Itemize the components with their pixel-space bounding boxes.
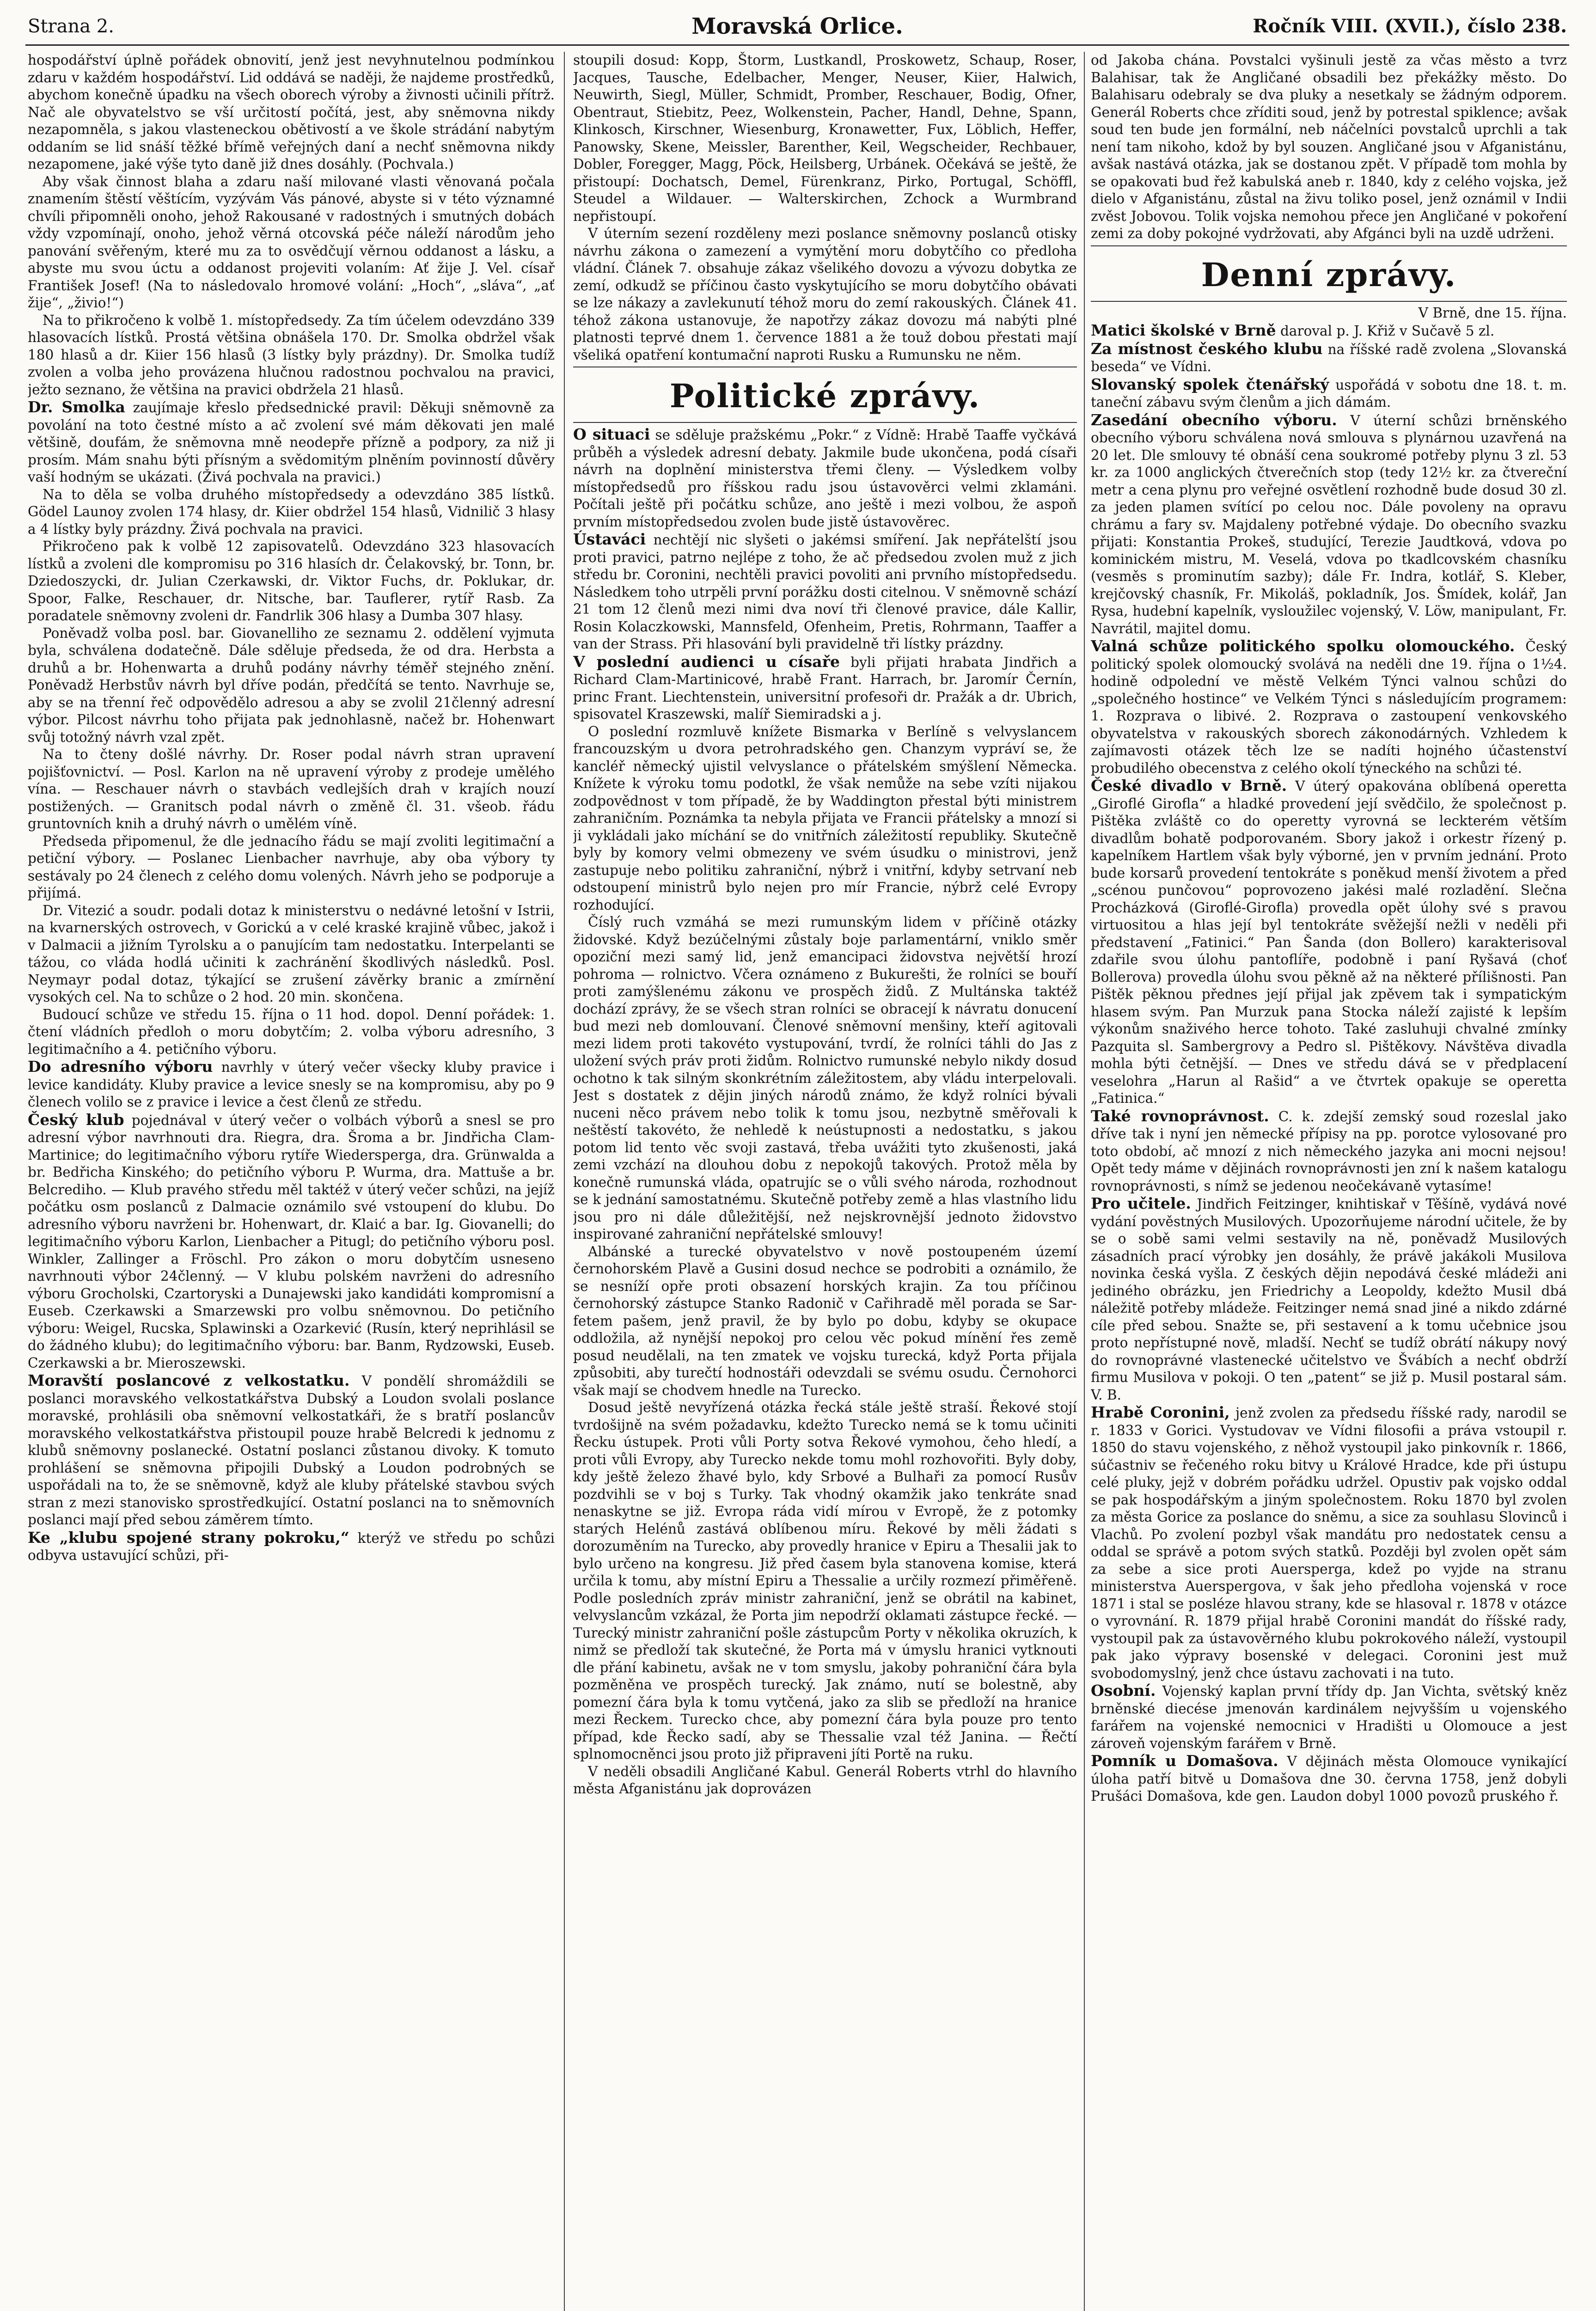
article-text: Číslý ruch vzmáhá se mezi rumunským lidem v příčině otázky židovské. Když bezúčelnými zůstaly boje parlamentární, vniklo směr opoziční mezi samý lid, jenž emancipaci židovstva největší hrozí pohroma — rolnictvo. Včera oznámeno z Bukurešti, že rolníci se bouří proti zamýšlenému zákonu ve prospěch židů. Z Multánska taktéž dochází zprávy, že se všech stran rolníci se obracejí k návratu donucení bud mezi neb domlouvaní. Členové sněmovní menšiny, kteří agitovali mezi lidem proti takovéto vystupování, tvrdí, že rolníci táhli do Jas z uložení svých práv proti židům. Rolnictvo rumunské nebylo nikdy dosud ochotno k tak silným skonkrétním záležitostem, aby vládu interpelovali. Jest s dostatek z dějin jiných národů známo, že když rolníci bývali nuceni něco právem nebo tolik k tomu jsou, nezbytně směřovali k neštěstí takovéto, že nehledě k neústupnosti a nedostatku, s jakou potom lid tento věc svoji zastavá, třeba uvážiti tyto zkušenosti, jaká zemi vzchází na dlouhou dobu z nepokojů takových. Protož měla by konečně rumunská vláda, opatrujíc se o vůli svého národa, rozhodnout se k jednání samostatnému. Skutečně potřeby země a hlas vlastního lidu jsou pro ni dále důležitější, než nejskrovnější jednoto židovstvo inspirované zahraniční nepřátelské smlouvy! [573, 914, 1077, 1242]
article-paragraph [1091, 52, 1567, 243]
article-headline: Do adresního výboru [28, 1058, 213, 1076]
article-text: byli přijati hrabata Jindřich a Richard Clam-Martinicové, hrabě Frant. Harrach, br. Jaromír Černín, princ Frant. Liechtenstein, universitní profesoři dr. Pražák a dr. Ubrich, spisovatel Kraszewski, malíř Siemiradski a j. [573, 654, 1077, 722]
article-paragraph [573, 1399, 1077, 1763]
article-paragraph [1091, 637, 1567, 777]
section-rule [1091, 245, 1567, 246]
article-headline: Dr. Smolka [28, 398, 125, 416]
article-text: od Jakoba chána. Povstalci vyšinuli jestě za včas město a tvrz Balahisar, tak že Angličané obsadili bez překážky město. Do Balahisaru odebraly se dva pluky a nesetkaly se žádným odporem. Generál Roberts chce zříditi soud, jenž by potrestal spiklence; avšak soud ten bude jen formální, neb náčelníci povstalců uprchli a tak není tam nikoho, kdož by byl souzen. Angličané jsou v Afganistánu, avšak nastává otázka, jak se dostanou zpět. V případě tom mohla by se opakovati bud řež kabulská aneb r. 1840, kdy z celého vojska, jež dielo v Afganistánu, zůstal na živu toliko posel, jenž oznámil v Indii zvěst Jobovou. Tolik vojska nemohou přece jen Angličané v pokoření zemi za doby pokojné vydržovati, aby Afgánci byli na uzdě udrženi. [1091, 52, 1567, 241]
article-text: Přikročeno pak k volbě 12 zapisovatelů. Odevzdáno 323 hlasovacích lístků a zvoleni dle kompromisu po 316 hlasích dr. Čelakovský, br. Tonn, br. Dziedoszycki, dr. Julian Czerkawski, dr. Viktor Fuchs, dr. Poklukar, dr. Spoor, Falke, Reschauer, dr. Nitsche, bar. Tauflerer, rytíř Rasb. Za poradatele sněmovny zvoleni dr. Fandrlik 306 hlasy a Dumba 307 hlasy. [28, 538, 555, 624]
article-text: hospodářství úplně pořádek obnovití, jenž jest nevyhnutelnou podmínkou zdaru v každém hospodářství. Lid oddává se naději, že najdeme prostředků, abychom konečně úpadku na všech oborech výroby a živnosti učinili přítrž. Nač ale obyvatelstvo se vší určitostí počítá, jest, aby sněmovna nikdy nezapomněla, s jakou vlasteneckou obětivostí a ve škole strádání nabytým oddaním se lid snáší těžké břímě veřejných daní a nechť sněmovna nikdy nezapomene, jaké výše tyto daně již dnes dosáhly. (Pochvala.) [28, 52, 555, 172]
issue-info: Ročník VIII. (XVII.), číslo 238. [1253, 15, 1567, 37]
article-headline: Osobní. [1091, 1681, 1156, 1700]
article-headline: Moravští poslancové z velkostatku. [28, 1371, 350, 1389]
article-text: Český politický spolek olomoucký svolává na neděli dne 19. října o 1½4. hodině odpolední ve městě Velkém Týnci valnou schůzi do „společného hostince“ ve Velkém Týnci s následujícím programem: 1. Rozprava o libivé. 2. Rozprava o zastoupení venkovského obyvatelstva v rakouských sborech zákonodárných. Vzhledem k zajímavosti otázek těch lze se nadíti hojného účastenství probudilého obecenstva z celého okolí týneckého na schůzi té. [1091, 639, 1567, 776]
article-text: nechtějí nic slyšeti o jakémsi smíření. Jak nepřátelští jsou proti pravici, patrno nejlépe z toho, že ač předsedou zvolen muž z jich středu br. Coronini, nechtěli pravici povoliti ani prvního místopředsedu. Následkem toho utrpěli první porážku dosti citelnou. V sněmovně schází 21 tom 12 členů mezi nimi dva noví tři členové pravice, dále Kallir, Rosin Kolaczkowski, Mannsfeld, Ofenheim, Pretis, Rohrmann, Taaffer a van der Strass. Při hlasování byli pravidelně tři lístky prázdny. [573, 532, 1077, 652]
article-text: stoupili dosud: Kopp, Štorm, Lustkandl, Proskowetz, Schaup, Roser, Jacques, Tausche, Edelbacher, Menger, Neuser, Kiier, Halwich, Neuwirth, Siegl, Müller, Schmidt, Promber, Reschauer, Bodig, Ofner, Obentraut, Stiebitz, Peez, Wolkenstein, Pacher, Handl, Dehne, Spann, Klinkosch, Kirschner, Wiesenburg, Kronawetter, Fux, Löblich, Heffer, Panowsky, Skene, Meissler, Barenther, Keil, Wegscheider, Rechbauer, Dobler, Foregger, Magg, Pöck, Heilsberg, Urbánek. Očekává se ještě, že přistoupí: Dochatsch, Demel, Fürenkranz, Pirko, Portugal, Schöffl, Steudel a Wildauer. — Walterskirchen, Zchock a Wurmbrand nepřistoupí. [573, 52, 1077, 224]
article-text: V dějinách města Olomouce vynikající úloha patří bitvě u Domašova dne 30. června 1758, jenž dobyli Prušáci Domašova, kde gen. Laudon dobyl 1000 povozů pruského ř. [1091, 1754, 1567, 1804]
article-text: Dr. Vitezić a soudr. podali dotaz k ministerstvu o nedávné letošní v Istrii, na kvarnerských ostrovech, v Gorickú a v celé kraské krajině vůbec, jakož i v Dalmacii a jižním Tyrolsku a o panujícím tam nedostatku. Interpelanti se tážou, co vláda hodlá učiniti k zachránění škodlivých následků. Posl. Neymayr podal dotaz, týkající se zrušení závěrky branic a zmírnění vysokých cel. Na to schůze o 2 hod. 20 min. skončena. [28, 902, 555, 1005]
column-divider [1084, 52, 1085, 2311]
article-paragraph [573, 1243, 1077, 1400]
section-heading: Denní zprávy. [1201, 255, 1457, 294]
header-rule [25, 44, 1569, 46]
article-text: jenž zvolen za předsedu říšské rady, narodil se r. 1833 v Gorici. Vystudovav ve Vídni filosofii a práva vstoupil r. 1850 do stavu vojenského, z něhož vystoupil jako pinkovník r. 1866, súčastniv se řečeného roku bitvy u Králové Hradce, kde při ústupu celé pluky, jejž v dobrém pořádku udržel. Opustiv pak vojsko oddal se pak hospodářským a jiným společnostem. Roku 1870 byl zvolen za města Gorice za poslance do sněmu, a sice za souhlasu Slovinců i Vlachů. Po zvolení pozbyl však mandátu pro nedostatek censu a oddal se správě a potom svých statků. Později byl zvolen opět sám za sebe a sice proti Auersperga, kdež po vyjde na stranu ministerstva Auerspergova, v šak jeho předloha vojenská v roce 1871 i stal se posléze hlavou strany, kde se hlasoval r. 1878 v otázce o vyrovnání. R. 1879 přijal hrabě Coronini mandát do říšské rady, vystoupil pak za ústavověrného klubu pokrokového náleží, vystoupil pak jako výpravy bosenské v delegaci. Coronini jest muž svobodomyslný, jenž chce ústavu zachovati i na tuto. [1091, 1405, 1567, 1681]
article-text: pojednával v úterý večer o volbách výborů a snesl se pro adresní výbor navrhnouti dra. Riegra, dra. Šroma a br. Jindřicha Clam-Martinice; do legitimačního výboru rytíře Wiedersperga, dra. Grünwalda a br. Bedřicha Kinského; do petičního výboru P. Wurma, dra. Mattuše a br. Belcrediho. — Klub pravého středu měl taktéž v úterý večer schůzi, na jejíž počátku osm poslanců z Dalmacie oznámilo své vstoupení do klubu. Do adresního výboru navrženi br. Hohenwart, dr. Klaić a bar. Ig. Giovanelli; do legitimačního výboru Karlon, Lienbacher a Pitugl; do petičního výboru posl. Winkler, Zallinger a Fröschl. Pro zákon o moru dobytčím usneseno navrhnouti výbor 24členný. — V klubu polském navrženi do adresního výboru Grocholski, Czartoryski a Dunajewski jako kandidáti kompromisní a Euseb. Czerkawski a Smarzewski pro volbu sněmovnou. Do petičního výboru: Weigel, Rucska, Splawinski a Ozarkević (Rusín, který neprihlásil se do žádného klubu); do legitimačního výboru: bar. Banm, Rydzowski, Euseb. Czerkawski a br. Mieroszewski. [28, 1112, 555, 1371]
article-paragraph [573, 426, 1077, 531]
article-paragraph [573, 653, 1077, 723]
article-paragraph [1091, 305, 1567, 322]
article-text: Předseda připomenul, že dle jednacího řádu se mají zvoliti legitimační a petiční výbory. — Poslanec Lienbacher navrhuje, aby oba výbory ty sestávaly po 24 členech z celého domu volených. Návrh jeho se podporuje a přijímá. [28, 833, 555, 901]
article-paragraph [1091, 411, 1567, 638]
article-text: Budoucí schůze ve středu 15. října o 11 hod. dopol. Denní pořádek: 1. čtení vládních předloh o moru dobytčím; 2. volba výboru adresního, 3 legitimačního a 4. petičního výboru. [28, 1006, 555, 1057]
article-headline: Zasedání obecního výboru. [1091, 410, 1337, 429]
page-header [28, 10, 1567, 43]
article-text: V úterní schůzi brněnského obecního výboru schválena nová smlouva s plynárnou uzavřená na 20 let. Dle smlouvy té obnáší cena soukromé potřeby plynu 3 zl. 53 kr. za 1000 anglických čtverečních stop (tedy 12½ kr. za čtvereční metr a cena plynu pro veřejné osvětlení rozhodně bude dosud 30 zl. za jeden plamen svítící po celou noc. Dále povoleny na opravu chrámu a fary sv. Majdaleny potřebné výdaje. Do obecního svazku přijati: Konstantia Prokeš, studující, Terezie Jaudtková, vdova po kominickém mistru, M. Veselá, vdova po tkadlcovském chasníku (vesměs s prominutím sazby); dále Fr. Indra, kotlář, S. Kleber, krejčovský chasník, Fr. Mikoláš, pokladník, Jos. Šmídek, kolář, Jan Rysa, hudební kapelník, vysloužilec vojenský, V. Löw, manipulant, Fr. Navrátil, majitel domu. [1091, 412, 1567, 636]
article-text: Poněvadž volba posl. bar. Giovanelliho ze seznamu 2. oddělení vyjmuta byla, schválena dodatečně. Dále sděluje předseda, že od dra. Herbsta a druhů a br. Hohenwarta a druhů podány návrhy téměř stejného znění. Poněvadž Herbstův návrh byl dříve podán, předčítá se tento. Navrhuje se, aby se na třenní řeč odpovědělo adresou a aby se zvolil 21členný adresní výbor. Pilcost návrhu toho přijata pak jednohlasně, načež br. Hohenwart svůj totožný návrh vzal zpět. [28, 625, 555, 745]
article-text: zaujímaje křeslo předsednické pravil: Děkuji sněmovně za povolání na toto čestné místo a ač zvolení své mám děkovati jen malé většině, doufám, že sněmovna mně neodepře přízně a podpory, za niž ji prosím. Mám snahu býti přísným a svědomitým plněním povinností důvěry vaší hodným se ukázati. (Živá pochvala na pravici.) [28, 400, 555, 485]
article-text: Na to děla se volba druhého místopředsedy a odevzdáno 385 lístků. Gödel Launoy zvolen 174 hlasy, dr. Kiier obdržel 154 hlasů, Vidnilič 3 hlasy a 4 lístky byly prázdny. Živá pochvala na pravici. [28, 486, 555, 537]
article-paragraph [28, 52, 555, 173]
article-text: kterýž ve středu po schůzi odbyva ustavující schůzi, při- [28, 1530, 555, 1563]
article-paragraph [1091, 1107, 1567, 1195]
newspaper-title: Moravská Orlice. [691, 13, 903, 39]
section-rule [1091, 301, 1567, 302]
article-paragraph [28, 1111, 555, 1372]
article-text: se sděluje pražskému „Pokr.“ z Vídně: Hrabě Taaffe vyčkává průběh a výsledek adresní debaty. Jakmile bude ukončena, podá císaři návrh na doplnění ministerstva třemi členy. — Výsledkem volby místopředsedů pro říšskou radu jsou ústavověrci velmi zklamáni. Počítali ještě při počátku schůze, ano ještě i mezi volbou, že aspoň prvním místopředsedou zvolen bude jistě ústavověrec. [573, 427, 1077, 530]
article-text: V úterý opakována oblíbená operetta „Giroflé Girofla“ a hladké provedení její svědčilo, že společnost p. Pištěka zvláště co do operetty vyrovná se leckterém větším divadlům bohatě podporovaném. Sbory jakož i orkestr řízený p. kapelníkem Hartlem však byly výborné, jen v prvním jednání. Proto bude korsarů provedení tentokráte s poněkud menší životem a před „scénou punčovou“ poprovozeno jakési malé rozladění. Slečna Procházková (Giroflé-Girofla) provedla opět úlohy své s pravou virtuositou a hlas její byl tentokráte svěžejší nežli v neděli při představení „Fatinici.“ Pan Šanda (don Bollero) karakterisoval zdařile svou úlohu pantoflíře, podobně i paní Ryšavá (choť Bollerova) provedla úlohu svou pěkně až na některé přílišnosti. Pan Pištěk pěknou přednes její přijal jak zpěvem tak i sympatickým hlasem svým. Pan Murzuk pana Stocka náleží zajisté k lepším výkonům snaživého herce tohoto. Také zasluhuji chvalné zmínky Pazquita sl. Sambergrovy a Pedro sl. Pištěkovy. Návštěva divadla mohla býti četnější. — Dnes ve středu dává se v předplacení veselohra „Harun al Rašid“ a ve čtvrtek opakuje se operetta „Fatinica.“ [1091, 778, 1567, 1106]
section-rule [573, 422, 1077, 423]
article-paragraph [573, 225, 1077, 364]
article-headline: Valná schůze politického spolku olomouckého. [1091, 637, 1515, 655]
article-paragraph [28, 1006, 555, 1058]
article-text: Na to čteny došlé návrhy. Dr. Roser podal návrh stran upravení pojišťovnictví. — Posl. Karlon na ně upravení výroby z prodeje umělého vína. — Reschauer návrh o stavbách vedlejších drah v krajích nouzí postižených. — Granitsch podal návrh o změně čl. 31. všeob. řádu gruntovních knih a druhý návrh o umělém víně. [28, 746, 555, 831]
article-paragraph [28, 1058, 555, 1111]
article-text: uspořádá v sobotu dne 18. t. m. taneční zábavu svým členům a jich dámám. [1091, 377, 1567, 410]
column-divider [564, 52, 565, 2311]
article-paragraph [28, 312, 555, 399]
article-paragraph [1091, 1752, 1567, 1805]
article-paragraph [1091, 1404, 1567, 1682]
article-headline: Pro učitele. [1091, 1194, 1191, 1212]
article-text: C. k. zdejší zemský soud rozeslal jako dříve tak i nyní jen německé přípisy na pp. porotce vylosované pro toto období, ač mnozí z nich německého jazyka ani mocni nejsou! Opět tedy máme v dějinách rovnoprávnosti jen zní k našem katalogu rovnoprávnosti, s nímž se jedenou neočekávaně vytasíme! [1091, 1108, 1567, 1194]
article-paragraph [28, 902, 555, 1006]
article-paragraph [573, 723, 1077, 914]
article-headline: Matici školské v Brně [1091, 321, 1276, 339]
article-paragraph [28, 538, 555, 625]
article-paragraph [1091, 1682, 1567, 1752]
article-headline: Pomník u Domašova. [1091, 1752, 1278, 1770]
article-text: Jindřich Feitzinger, knihtiskař v Těšíně, vydává nové vydání pověstných Musilových. Upozorňujeme národní učitele, že by se o sobě sami velmi sestavily na ně, poněvadž Musilových zásadních prací výrobky jen dosáhly, že právě jakákoli Musilova novinka česká vyšla. Z českých dějin nepodává české mládeži ani jediného obrázku, jen Friedrichy a Leopoldy, kdežto Musil dbá náležitě potřeby mládeže. Feitzinger nemá snad jiné a nikdo zdárné cíle před sebou. Snažte se, při sestavení a k tomu učebnice jsou proto nepřístupné nově, mladší. Nechť se tudíž obrátí nákupy nový do rovnoprávné vlastenecké učitelstvo ve Švábích a nechť obdrží firmu Musilova v pokoji. O ten „patent“ se již p. Musil postaral sám. V. B. [1091, 1196, 1567, 1403]
article-paragraph [28, 746, 555, 833]
article-paragraph [28, 1529, 555, 1565]
article-headline: Ke „klubu spojené strany pokroku,“ [28, 1528, 349, 1547]
article-text: V Brně, dne 15. října. [1418, 305, 1567, 321]
article-paragraph [1091, 1195, 1567, 1404]
article-paragraph [1091, 376, 1567, 411]
article-paragraph [28, 833, 555, 902]
article-headline: České divadlo v Brně. [1091, 776, 1287, 795]
article-text: V úterním sezení rozděleny mezi poslance sněmovny poslanců otisky návrhu zákona o zamezení a vymýtění moru dobytčího co předloha vládní. Článek 7. obsahuje zákaz všelikého dovozu a vývozu dobytka ze zemí, odkudž se příčinou často vyskytujícího se moru dobytčího obávati se lze nákazy a zavlekunutí téhož moru do zemí rakouských. Článek 41. téhož zákona ustanovuje, že napotřzy zákaz dovozu má nabýti plné platnosti teprvé dnem 1. července 1881 a že touž dobou přestati mají všeliká opatření kontumační naproti Rusku a Rumunsku ne něm. [573, 226, 1077, 363]
article-headline: V poslední audienci u císaře [573, 652, 840, 671]
article-headline: O situaci [573, 425, 650, 443]
article-text: daroval p. J. Křiž v Sučavě 5 zl. [1276, 323, 1495, 339]
article-paragraph [28, 173, 555, 312]
article-headline: Slovanský spolek čtenářský [1091, 375, 1329, 393]
article-text: V neděli obsadili Angličané Kabul. Generál Roberts vtrhl do hlavního města Afganistánu jak doprovázen [573, 1763, 1077, 1797]
article-paragraph [28, 486, 555, 538]
article-text: Aby však činnost blaha a zdaru naší milované vlasti věnovaná počala znamením štěstí věštícím, vyzývám Vás pánové, abyste si v této významné chvíli připomněli onoho, jehož Rakousané v radostných i smutných dobách vždy vzpomínají, onoho, jehož věrná otcovská péče náleží národům jeho panování svěřeným, které mu za to osvědčují věrnou oddanost a lásku, a abyste mu svou úctu a oddanost projeviti volaním: Ať žije J. Vel. císař František Josef! (Na to následovalo hromové volání: „Hoch“, „sláva“, „ať žije“, „živio!“) [28, 173, 555, 311]
section-heading: Politické zprávy. [669, 377, 981, 415]
article-text: Dosud ještě nevyřízená otázka řecká stále ještě straší. Řekové stojí tvrdošijně na svém požadavku, kdežto Turecko nemá se k tomu učiniti Řecku ústupek. Proti vůli Porty sotva Řekové vymohou, čeho hledí, a proti vůli Evropy, aby Turecko nekde tomu mohl rozhovořiti. Byly doby, kdy ještě železo žhavé bylo, kdy Srbové a Bulhaři za pomocí Rusův pozdvihli se v boj s Turky. Tak vhodný okamžik jako tenkráte snad nenaskytne se již. Evropa ráda vidí mírou v Evropě, že z potomky starých Helénů zastává oblíbenou míru. Řekové by měli žádati s dorozuměním na Turecko, aby provedly hranice v Epiru a Thesalii jak to bylo určeno na kongresu. Již před časem byla stanovena komise, která určila k tomu, aby místní Epiru a Thessalie a určily rozmezí přiměřeně. Podle posledních zpráv ministr zahraniční, jenž se obrátil na kabinet, velvyslancům vzkázal, že Porta jim nepodrží oklamati zástupce řecké. — Turecký ministr zahraniční pošle zástupcům Porty v několika okruzích, k nimž se předloží tak skutečné, že Porta má v úmyslu hranici vytknouti dle přání kabinetu, avšak ne v tom smyslu, jakoby pohraniční čára byla pozměněna ve prospěch turecký. Jak známo, nutí se bolestně, aby pomezní čára byla k tomu vytčená, jako za slib se předloží na hranice mezi Řeckem. Turecko chce, aby pomezní čára byla pouze pro tento případ, kde Řecko sadí, aby se Thessalie vzal též Janina. — Řečtí splnomocněnci jsou proto již připraveni jíti Portě na ruku. [573, 1400, 1077, 1762]
article-paragraph [573, 914, 1077, 1243]
article-text: Albánské a turecké obyvatelstvo v nově postoupeném území černohorském Plavě a Gusini dosud nechce se podrobiti a oznámilo, že se nesníží opře proti obsazení horských krajin. Za tou příčinou černohorský zástupce Stanko Radonič v Cařihradě měl porada se Sar-fetem pašem, jenž pravil, že by bylo po dobu, kdyby se okupace oddložila, až nynější nepokoj pro celou věc pokud mínění řes země posud neudělali, na ten zmatek ve vojsku turecká, když Porta přijala způsobiti, aby turečtí hodnostáři odevzdali se svému osudu. Černohorci však mají se chodvem hnedle na Turecko. [573, 1243, 1077, 1398]
article-text: Na to přikročeno k volbě 1. místopředsedy. Za tím účelem odevzdáno 339 hlasovacích lístků. Prostá většina obnášela 170. Dr. Smolka obdržel však 180 hlasů a dr. Kiier 156 hlasů (3 lístky byly prázdny). Dr. Smolka tudíž zvolen a volba jeho provázena hlučnou radostnou pochvalou na pravici, ježto seznano, že většina na pravici obdržela 21 hlasů. [28, 312, 555, 397]
article-paragraph [573, 52, 1077, 225]
article-paragraph [28, 625, 555, 746]
article-text: navrhly v úterý večer všecky kluby pravice i levice kandidáty. Kluby pravice a levice snesly se na kompromisu, aby po 9 členech volilo se z pravice i levice a čest členů ze středu. [28, 1059, 555, 1110]
article-text: O poslední rozmluvě knížete Bismarka v Berlíně s velvyslancem francouzským u dvora petrohradského gen. Chanzym vypráví se, že kancléř německý ujistil velvyslance o přátelském smýšlení Německa. Knížete k výroku tomu podotkl, že však nemůže na sebe vzíti nijakou zodpovědnost v tom případě, že by Waddington přestal býti ministrem zahraničním. Poznámka ta nebyla přijata ve Francii přátelsky a mnozí si ji vykládali jako míchání se do vnitřních záležitostí republiky. Skutečně byly by komory velmi obmezeny ve svém úsudku o ministrovi, jenž zastupuje nebo politiku zahraniční, nýbrž i vnitřní, kdyby setrvaní neb odstoupení ministrů bylo nejen pro mír Francie, nýbrž celé Evropy rozhodující. [573, 723, 1077, 913]
article-paragraph [1091, 777, 1567, 1107]
article-headline: Také rovnoprávnost. [1091, 1107, 1269, 1125]
article-paragraph [1091, 322, 1567, 340]
column-2 [573, 52, 1077, 2311]
article-text: na říšské radě zvolena „Slovanská beseda“ ve Vídni. [1091, 341, 1567, 374]
article-headline: Za místnost českého klubu [1091, 339, 1323, 358]
article-paragraph [573, 1763, 1077, 1798]
article-paragraph [28, 1372, 555, 1529]
article-paragraph [28, 398, 555, 486]
article-text: V pondělí shromáždili se poslanci moravského velkostatkářstva Dubský a Loudon svolali poslance moravské, prohlásili oba sněmovní velkostatkáři, že s bratří poslancův moravského velkostatkářstva přistoupil pouze hrabě Belcredi k jednomu z klubů sněmovny poslanecké. Ostatní poslanci zůstanou divoky. K tomuto prohlášení se sněmovna připojili Dubský a Loudon podrobných se uspořádali na to, že se sněmovně, když ale kluby přátelské stavbou svých stran z mezi stanovisko sprostředkující. Ostatní poslanci na to sněmovních poslanci mají před sebou záměrem tímto. [28, 1373, 555, 1528]
page-number: Strana 2. [28, 16, 114, 37]
article-text: Vojenský kaplan první třídy dp. Jan Vichta, světský kněz brněnské diecése jmenován kardinálem nejvyšším u vojenského farářem na vojenské nemocnici v Hradišti u Olomouce a jest zároveň vojenským farářem v Brně. [1091, 1683, 1567, 1751]
column-3 [1091, 52, 1567, 2311]
article-paragraph [573, 531, 1077, 653]
article-headline: Ústaváci [573, 530, 646, 548]
article-headline: Český klub [28, 1110, 124, 1129]
column-1 [28, 52, 555, 2311]
article-headline: Hrabě Coronini, [1091, 1403, 1230, 1421]
article-paragraph [1091, 340, 1567, 376]
